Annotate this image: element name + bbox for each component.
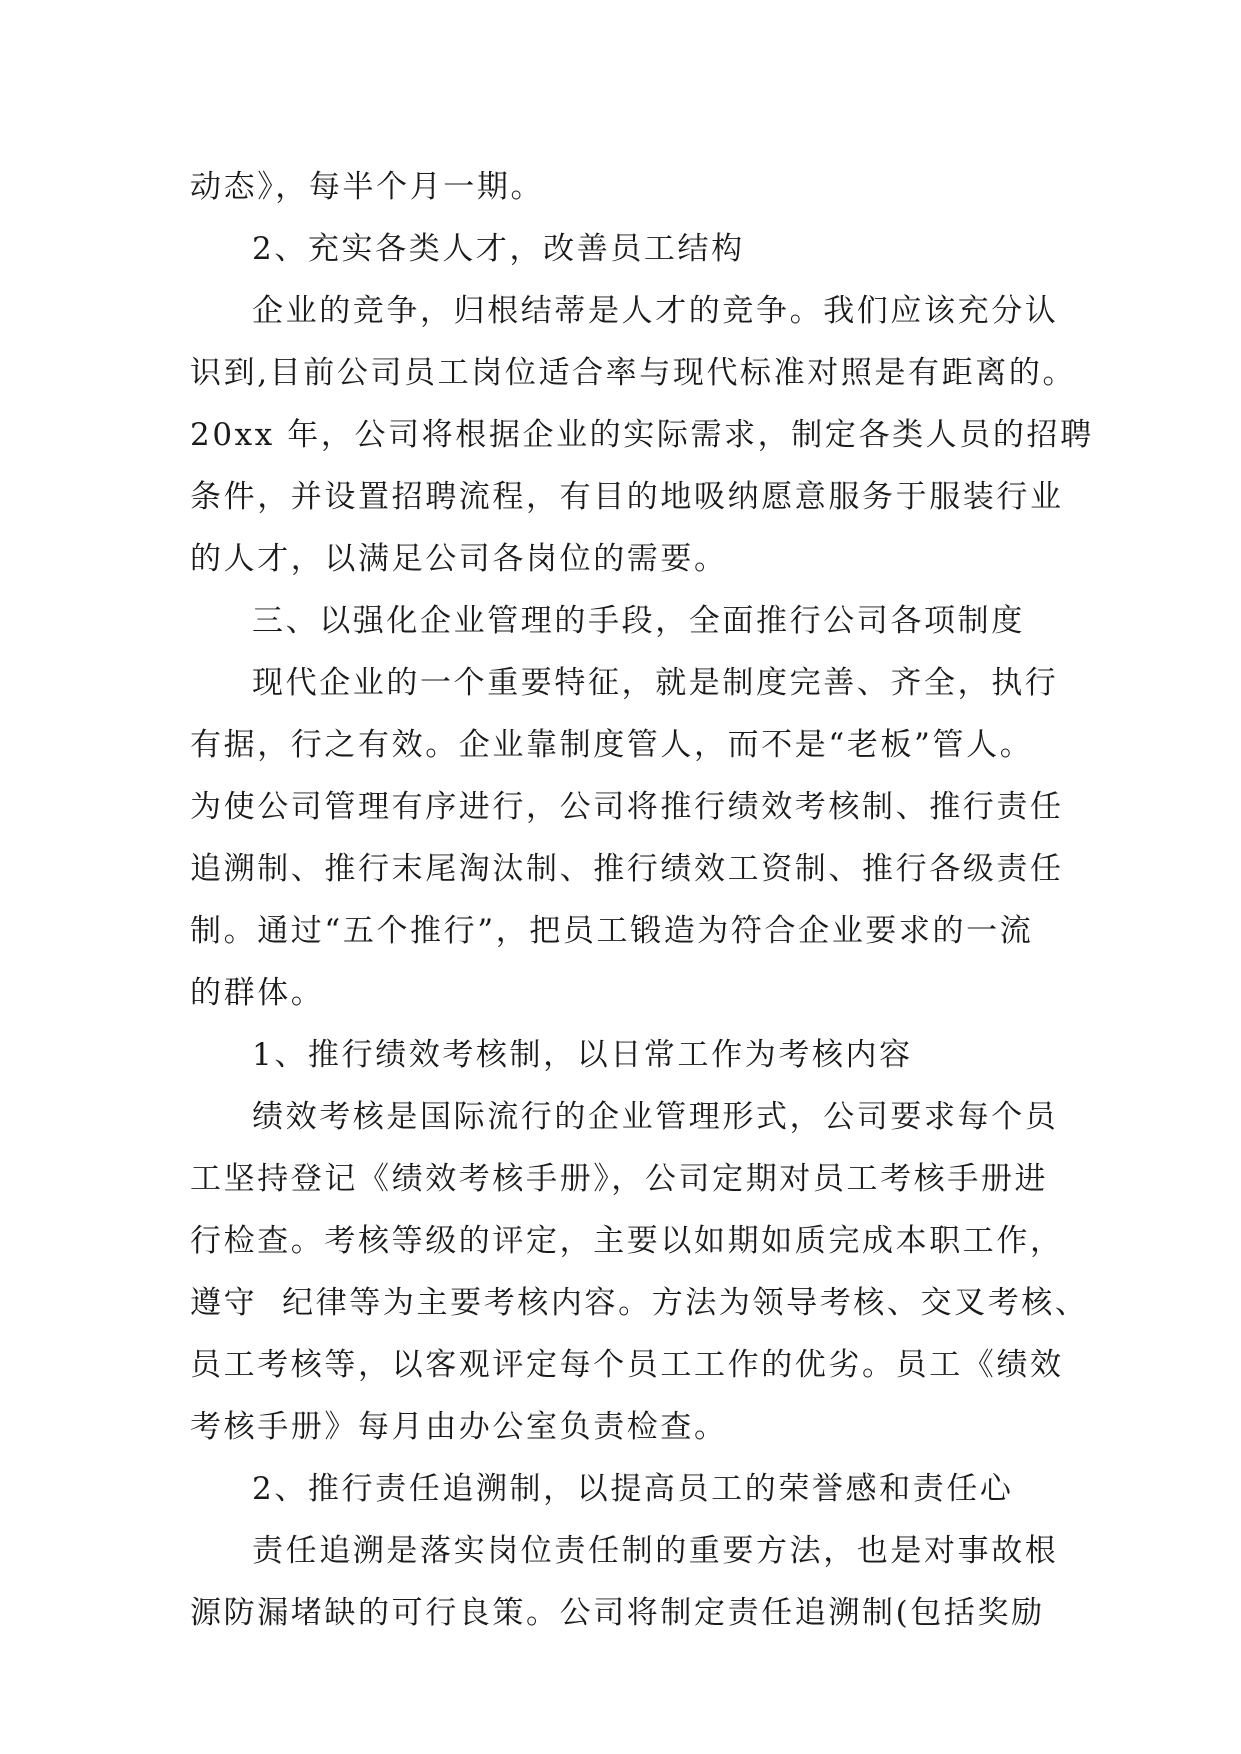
text-line: 责任追溯是落实岗位责任制的重要方法，也是对事故根	[252, 1533, 1059, 1569]
text-line: 有据，行之有效。企业靠制度管人，而不是“老板”管人。	[190, 727, 1034, 763]
text-line: 条件，并设置招聘流程，有目的地吸纳愿意服务于服装行业	[190, 479, 1064, 515]
document-body	[190, 156, 1094, 1644]
text-line: 2、推行责任追溯制，以提高员工的荣誉感和责任心	[252, 1471, 1014, 1507]
text-line: 1、推行绩效考核制，以日常工作为考核内容	[252, 1037, 913, 1073]
text-line: 行检查。考核等级的评定，主要以如期如质完成本职工作，	[190, 1223, 1064, 1259]
text-line: 工坚持登记《绩效考核手册》，公司定期对员工考核手册进	[190, 1161, 1049, 1197]
text-line: 动态》，每半个月一期。	[190, 169, 545, 205]
text-line: 考核手册》每月由办公室负责检查。	[190, 1409, 728, 1445]
text-line: 员工考核等，以客观评定每个员工工作的优劣。员工《绩效	[190, 1347, 1064, 1383]
text-line: 企业的竞争，归根结蒂是人才的竞争。我们应该充分认	[252, 293, 1059, 329]
text-line: 的人才，以满足公司各岗位的需要。	[190, 541, 728, 577]
text-line: 三、以强化企业管理的手段，全面推行公司各项制度	[252, 603, 1025, 639]
text-line: 的群体。	[190, 975, 325, 1011]
text-line: 制。通过“五个推行”，把员工锻造为符合企业要求的一流	[190, 913, 1034, 949]
text-line: 遵守 纪律等为主要考核内容。方法为领导考核、交叉考核、	[190, 1285, 1089, 1321]
text-line: 20xx 年，公司将根据企业的实际需求，制定各类人员的招聘	[190, 417, 1094, 453]
text-line: 为使公司管理有序进行，公司将推行绩效考核制、推行责任	[190, 789, 1064, 825]
text-line: 识到,目前公司员工岗位适合率与现代标准对照是有距离的。	[190, 355, 1077, 391]
text-line: 追溯制、推行末尾淘汰制、推行绩效工资制、推行各级责任	[190, 851, 1064, 887]
text-line: 源防漏堵缺的可行良策。公司将制定责任追溯制(包括奖励	[190, 1595, 1045, 1631]
text-line: 2、充实各类人才，改善员工结构	[252, 231, 745, 267]
text-line: 现代企业的一个重要特征，就是制度完善、齐全，执行	[252, 665, 1059, 701]
text-line: 绩效考核是国际流行的企业管理形式，公司要求每个员	[252, 1099, 1059, 1135]
